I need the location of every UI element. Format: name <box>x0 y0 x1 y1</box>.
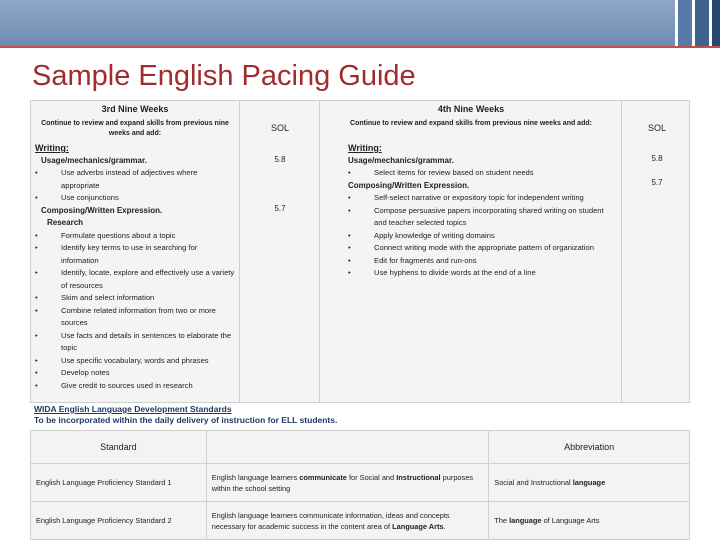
description-cell: English language learners communicate information, ideas and concepts necessary for academic success in the content area of Language Arts. <box>206 502 489 540</box>
sol-column-third <box>239 101 320 402</box>
sol-value: 5.8 <box>651 154 663 163</box>
list-item: • Formulate questions about a topic <box>35 230 235 243</box>
sol-heading: SOL <box>647 123 666 133</box>
title-underline <box>0 46 720 48</box>
list-item: • Select items for review based on student needs <box>348 167 618 180</box>
table-header-row <box>31 431 690 464</box>
list-item: • Edit for fragments and run-ons <box>348 255 618 268</box>
research-subheading: Research <box>47 218 84 227</box>
fourth-nine-weeks-column <box>319 101 622 402</box>
usage-subheading: Usage/mechanics/grammar. <box>348 155 454 165</box>
list-item: • Use specific vocabulary, words and phrases <box>35 355 235 368</box>
list-item: • Identify key terms to use in searching for information <box>35 242 235 267</box>
standards-table <box>30 430 690 540</box>
list-item: • Connect writing mode with the appropriate pattern of organization <box>348 242 618 255</box>
top-decoration-bar <box>0 0 720 46</box>
usage-subheading: Usage/mechanics/grammar. <box>41 155 147 165</box>
sol-value: 5.8 <box>274 155 286 164</box>
fourth-nine-weeks-content <box>348 142 618 280</box>
sol-heading: SOL <box>270 123 289 133</box>
table-row <box>31 502 690 540</box>
standard-header: Standard <box>31 431 207 464</box>
pacing-grid <box>30 100 690 403</box>
wida-note <box>34 404 337 426</box>
list-item: • Use facts and details in sentences to elaborate the topic <box>35 330 235 355</box>
third-nine-weeks-subheading: Continue to review and expand skills from previous nine weeks and add: <box>41 120 229 137</box>
third-nine-weeks-heading: 3rd Nine Weeks <box>101 104 169 114</box>
list-item: • Apply knowledge of writing domains <box>348 230 618 243</box>
sol-column-fourth <box>621 101 692 402</box>
abbreviation-cell: The language of Language Arts <box>489 502 690 540</box>
research-list <box>35 230 235 393</box>
third-nine-weeks-column <box>31 101 239 402</box>
list-item: • Identify, locate, explore and effectively use a variety of resources <box>35 267 235 292</box>
fourth-nine-weeks-subheading: Continue to review and expand skills from previous nine weeks and add: <box>350 120 592 127</box>
list-item: • Use hyphens to divide words at the end of a line <box>348 267 618 280</box>
wida-subtitle: To be incorporated within the daily delivery of instruction for ELL students. <box>34 415 338 425</box>
third-nine-weeks-content <box>35 142 235 392</box>
composing-subheading: Composing/Written Expression. <box>41 205 163 215</box>
usage-list <box>348 167 618 180</box>
fourth-nine-weeks-heading: 4th Nine Weeks <box>437 104 505 114</box>
list-item: • Compose persuasive papers incorporating shared writing on student and teacher selected topics <box>348 205 618 230</box>
list-item: • Use conjunctions <box>35 192 235 205</box>
writing-heading: Writing: <box>348 143 382 153</box>
abbreviation-cell: Social and Instructional language <box>489 464 690 502</box>
list-item: • Self-select narrative or expository topic for independent writing <box>348 192 618 205</box>
abbreviation-header: Abbreviation <box>489 431 690 464</box>
composing-subheading: Composing/Written Expression. <box>348 180 470 190</box>
slide-title: Sample English Pacing Guide <box>32 60 416 92</box>
sol-value: 5.7 <box>651 178 663 187</box>
table-row <box>31 464 690 502</box>
standard-cell: English Language Proficiency Standard 2 <box>31 502 207 540</box>
wida-title: WIDA English Language Development Standards <box>34 404 232 414</box>
sol-value: 5.7 <box>274 204 286 213</box>
description-cell: English language learners communicate for Social and Instructional purposes within the school setting <box>206 464 489 502</box>
list-item: • Give credit to sources used in research <box>35 380 235 393</box>
list-item: • Skim and select information <box>35 292 235 305</box>
standard-cell: English Language Proficiency Standard 1 <box>31 464 207 502</box>
list-item: • Use adverbs instead of adjectives where appropriate <box>35 167 235 192</box>
list-item: • Combine related information from two or more sources <box>35 305 235 330</box>
description-header <box>206 431 489 464</box>
usage-list <box>35 167 235 205</box>
composing-list <box>348 192 618 280</box>
list-item: • Develop notes <box>35 367 235 380</box>
writing-heading: Writing: <box>35 143 69 153</box>
